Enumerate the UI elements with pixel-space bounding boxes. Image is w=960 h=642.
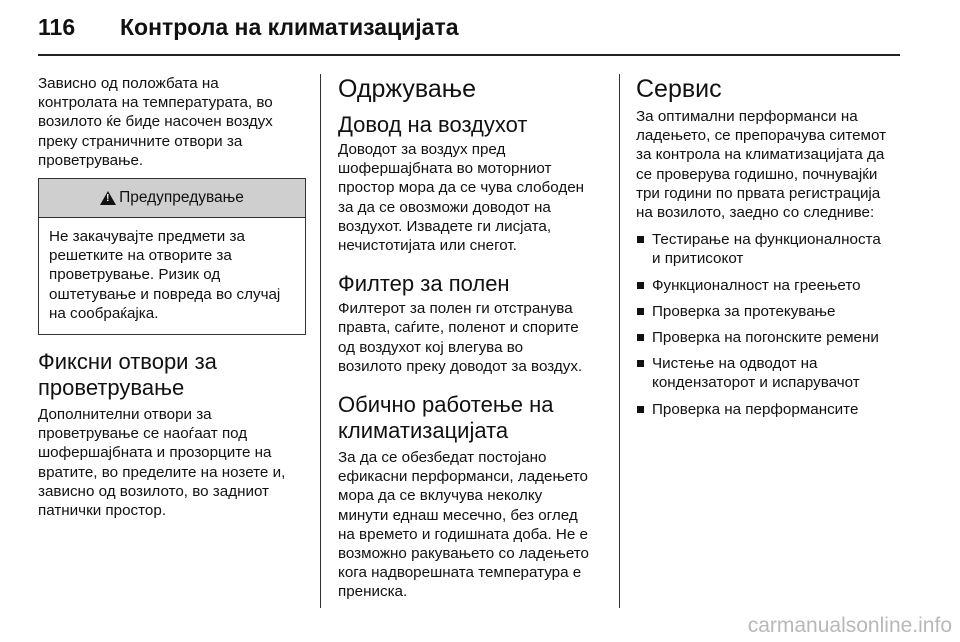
warning-triangle-icon: [100, 191, 116, 205]
warning-header: [39, 179, 305, 218]
list-item: Проверка за протекување: [636, 302, 906, 321]
air-intake-heading: Довод на воздухот: [338, 112, 528, 137]
warning-title: Предупредување: [119, 189, 244, 207]
list-item: Проверка на погонските ремени: [636, 328, 906, 347]
service-paragraph: За оптимални перформанси на ладењето, се препорачува ситемот за контрола на климатизацијата да се проверува годишно, почнувајќи три години по првата регистрација на возилото, заедно со следниве:: [636, 108, 887, 222]
list-item: Функционалност на греењето: [636, 276, 906, 295]
regular-operation-paragraph: За да се обезбедат постојано ефикасни перформанси, ладењето мора да се вклучува неколку минути еднаш месечно, без оглед на времето и годишната доба. Не е возможно ракувањето со ладењето кога надворешната температура е прениска.: [338, 449, 590, 601]
air-intake-paragraph: Доводот за воздух пред шофершајбната во моторниот простор мора да се чува слободен за да се овозможи доводот на воздухот. Извадете ги лисјата, нечистотијата или снегот.: [338, 141, 585, 255]
intro-paragraph: Зависно од положбата на контролата на температурата, во возилото ќе биде насочен воздух преку страничните отвори за проветрување.: [38, 75, 273, 169]
fixed-vents-heading: Фиксни отвори за проветрување: [38, 349, 217, 401]
list-item: Чистење на одводот на кондензаторот и испарувачот: [636, 354, 906, 392]
column-divider-right: [619, 74, 620, 608]
warning-text: Не закачувајте предмети за решетките на отворите за проветрување. Ризик од оштетување и повреда во случај на сообраќајка.: [49, 228, 281, 322]
warning-box: [38, 178, 306, 335]
fixed-vents-paragraph: Дополнителни отвори за проветрување се наоѓаат под шофершајбната и прозорците на вратите, во пределите на нозете и, зависно од возилото, во задниот патнички простор.: [38, 406, 286, 520]
watermark: carmanualsonline.info: [747, 614, 952, 637]
page-number: 116: [38, 14, 76, 40]
pollen-filter-paragraph: Филтерот за полен ги отстранува правта, саѓите, поленот и спорите од воздухот кој влегува во возилото преку доводот за воздух.: [338, 300, 583, 375]
column-divider-left: [320, 74, 321, 608]
page-title: Контрола на климатизацијата: [120, 14, 459, 40]
list-item: Проверка на перформансите: [636, 400, 906, 419]
header-divider: [38, 54, 900, 56]
list-item: Тестирање на функционалноста и притисокот: [636, 230, 906, 268]
regular-operation-heading: Обично работење на климатизацијата: [338, 392, 554, 444]
pollen-filter-heading: Филтер за полен: [338, 271, 510, 297]
column-middle: [338, 74, 606, 602]
service-checklist: [636, 230, 906, 419]
column-left: [38, 74, 306, 520]
service-heading: Сервис: [636, 75, 722, 103]
column-right: [636, 74, 906, 426]
maintenance-heading: Одржување: [338, 75, 477, 103]
